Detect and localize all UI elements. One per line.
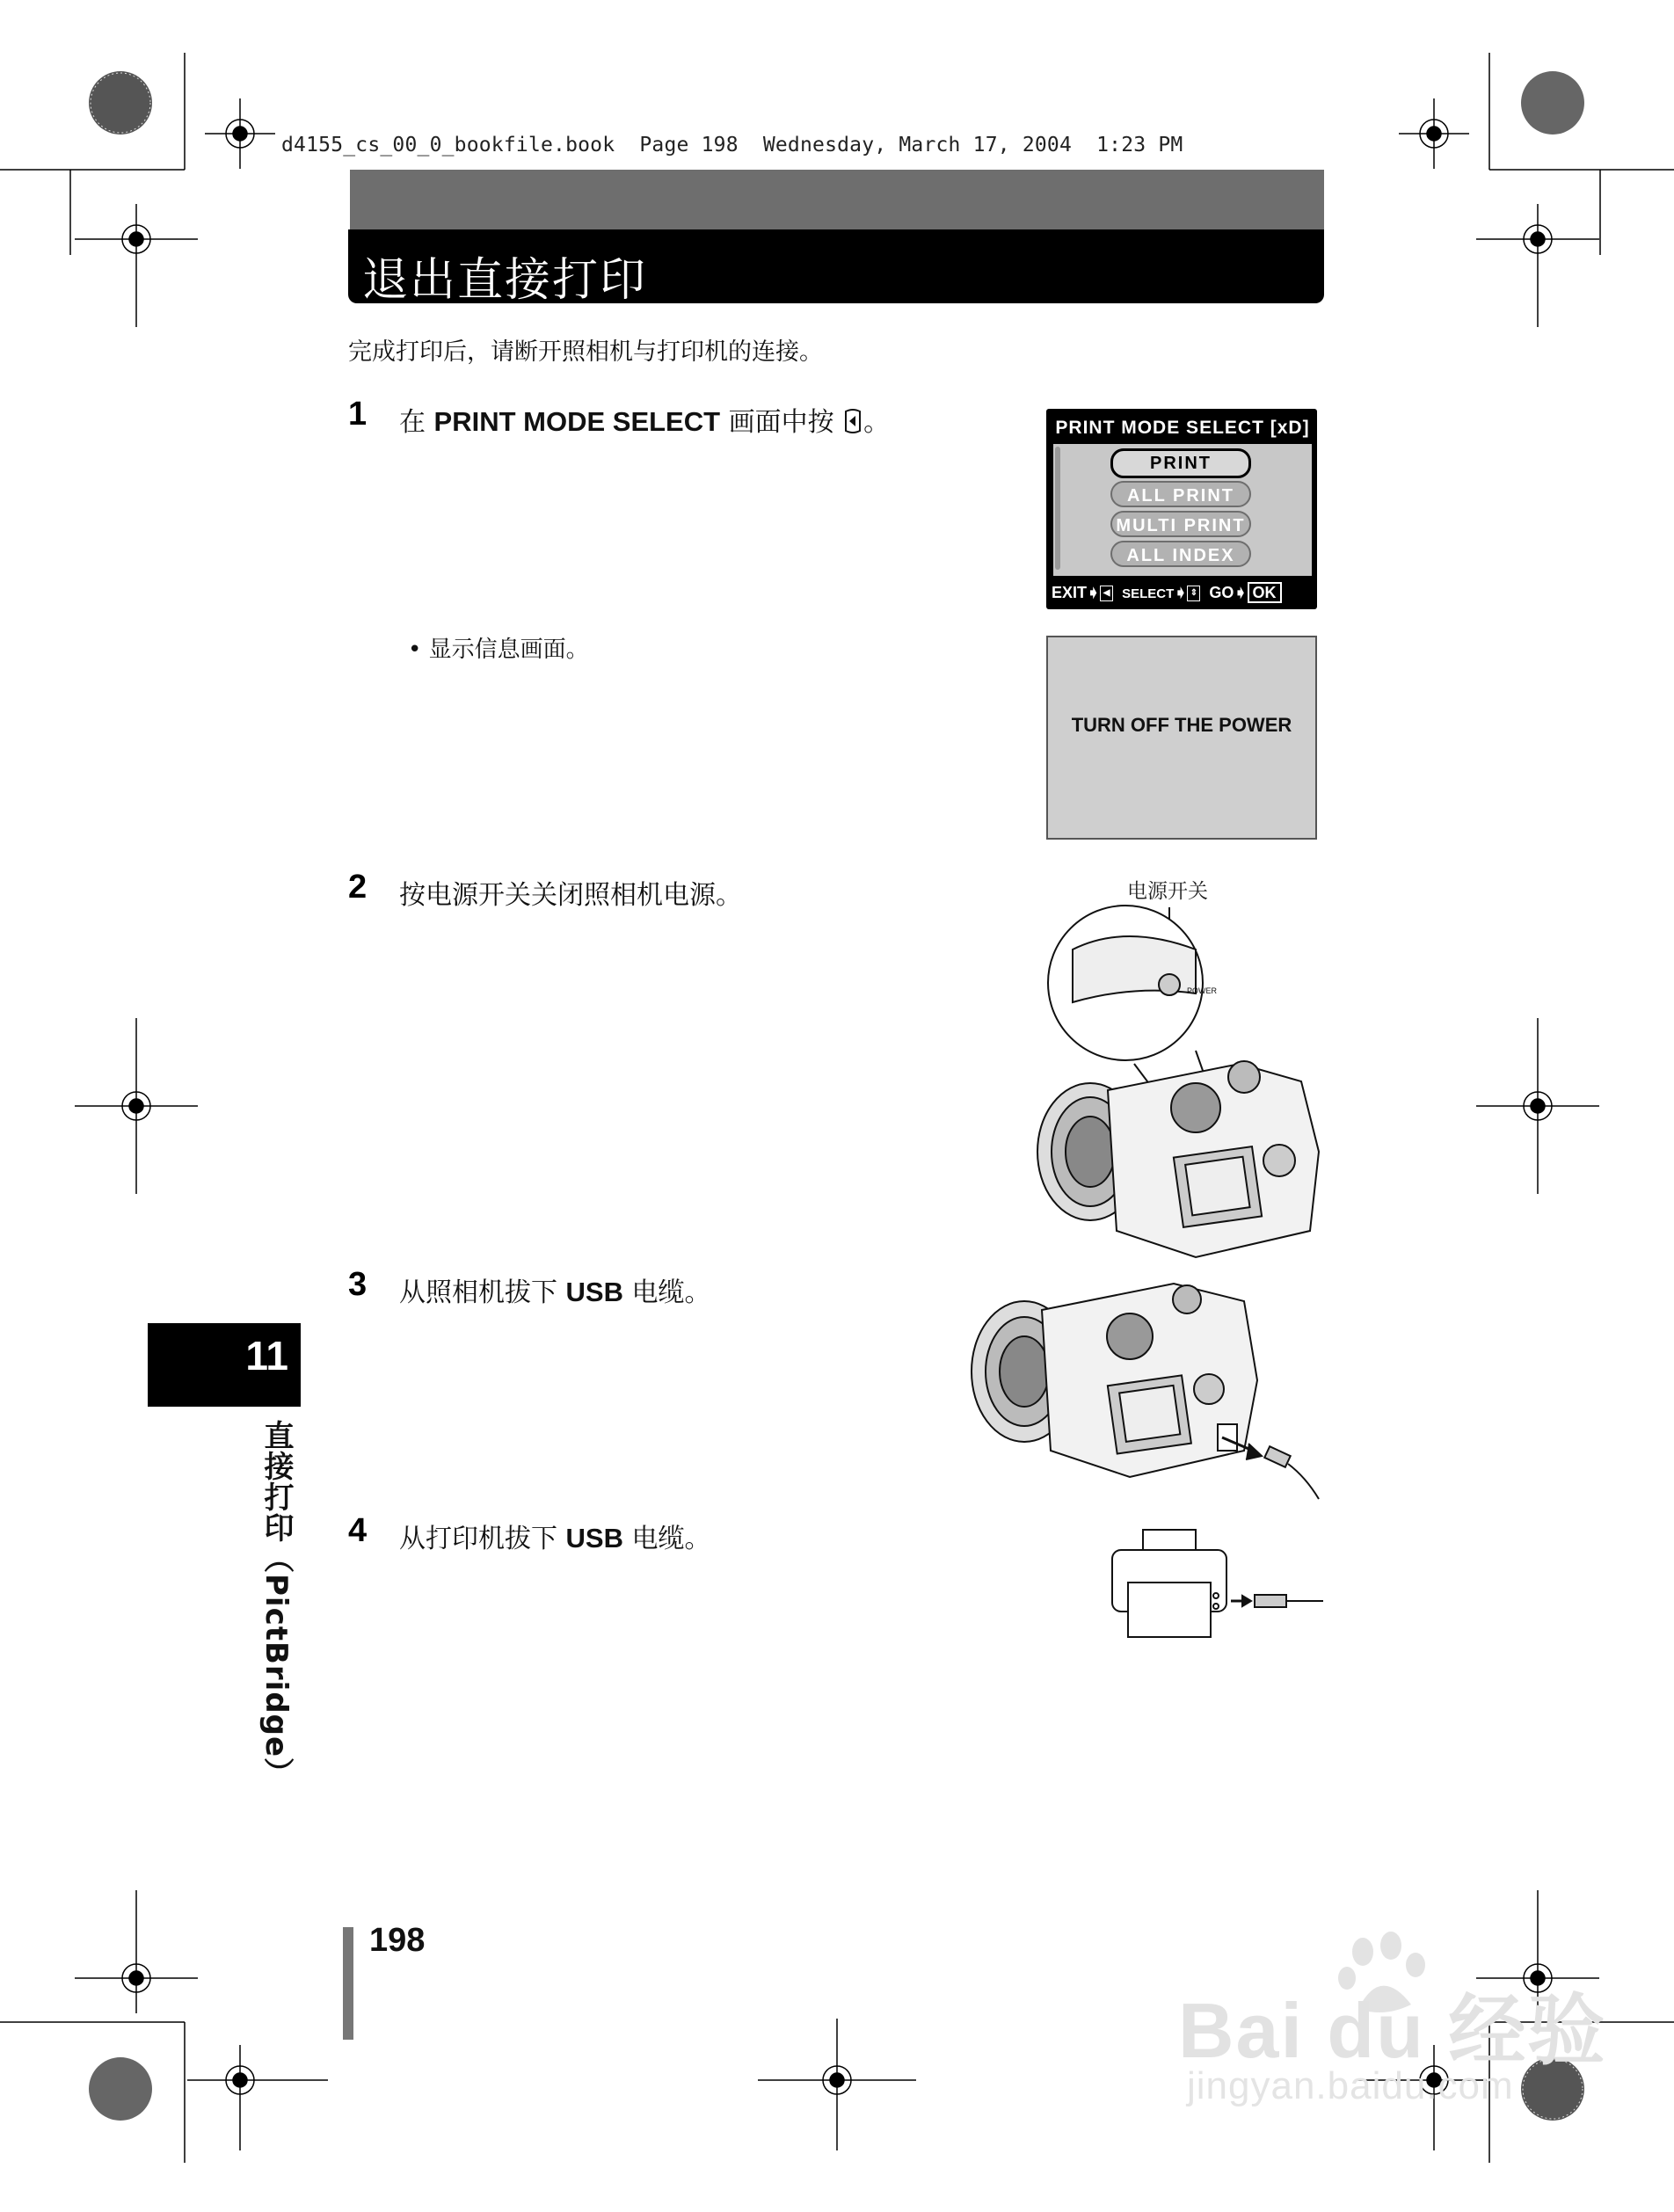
step-1-post: 画面中按 bbox=[720, 407, 843, 438]
step-3-pre: 从照相机拔下 bbox=[399, 1277, 566, 1308]
step-1-number: 1 bbox=[348, 396, 368, 433]
step-3-text bbox=[399, 1270, 711, 1309]
step-1-text bbox=[399, 400, 890, 439]
menu-item-all-print: ALL PRINT bbox=[1110, 481, 1251, 507]
step-4-text bbox=[399, 1517, 711, 1555]
printer-usb-illustration bbox=[1103, 1525, 1328, 1648]
step-2-text: 按电源开关关闭照相机电源。 bbox=[399, 880, 742, 911]
step-1-pre: 在 bbox=[399, 407, 434, 438]
watermark-brand: Bai du 经验 bbox=[1178, 1987, 1607, 2074]
power-switch-caption: 电源开关 bbox=[1127, 880, 1208, 903]
step-2-number: 2 bbox=[348, 869, 368, 906]
page-number: 198 bbox=[369, 1922, 426, 1959]
print-header-line: d4155_cs_00_0_bookfile.book Page 198 Wednesday, March 17, 2004 1:23 PM bbox=[281, 134, 1183, 156]
step-4-pre: 从打印机拔下 bbox=[399, 1524, 566, 1554]
menu-item-all-index: ALL INDEX bbox=[1110, 541, 1251, 567]
screen1-title-text: PRINT MODE SELECT bbox=[1055, 418, 1264, 438]
step-3-number: 3 bbox=[348, 1266, 368, 1303]
screen1-card: [xD] bbox=[1270, 418, 1310, 438]
intro-text: 完成打印后，请断开照相机与打印机的连接。 bbox=[348, 338, 823, 366]
step-4-bold: USB bbox=[565, 1523, 623, 1553]
left-key-icon: ◀ bbox=[1100, 586, 1113, 601]
menu-item-multi-print: MULTI PRINT bbox=[1110, 511, 1251, 537]
bullet-note: • 显示信息画面。 bbox=[408, 637, 589, 663]
screen1-title bbox=[1055, 413, 1310, 443]
camera-power-illustration bbox=[1020, 897, 1336, 1266]
power-label: POWER bbox=[1187, 986, 1218, 995]
camera-usb-illustration bbox=[963, 1275, 1323, 1539]
footer-go: GO bbox=[1209, 584, 1234, 601]
left-arrow-button-icon bbox=[842, 408, 863, 434]
chapter-number: 11 bbox=[245, 1333, 288, 1379]
footer-ok: OK bbox=[1248, 582, 1282, 603]
page-title: 退出直接打印 bbox=[362, 254, 648, 307]
page-number-bar bbox=[343, 1927, 353, 2040]
screen1-footer: EXIT➧ ◀ SELECT➧ ⇕ GO➧ OK bbox=[1052, 579, 1314, 606]
watermark-url: jingyan.baidu.com bbox=[1187, 2064, 1514, 2107]
step-3-bold: USB bbox=[565, 1277, 623, 1307]
updown-key-icon: ⇕ bbox=[1187, 586, 1200, 601]
turn-off-power-screen bbox=[1046, 636, 1317, 840]
step-1-bold: PRINT MODE SELECT bbox=[433, 406, 721, 437]
menu-item-print: PRINT bbox=[1110, 448, 1251, 478]
step-3-post: 电缆。 bbox=[623, 1277, 711, 1308]
step-4-post: 电缆。 bbox=[623, 1524, 711, 1554]
footer-select: SELECT bbox=[1122, 586, 1175, 601]
screen2-message: TURN OFF THE POWER bbox=[1071, 714, 1292, 736]
screen1-scrollbar bbox=[1055, 447, 1060, 570]
footer-exit: EXIT bbox=[1052, 584, 1088, 601]
step-1-tail: 。 bbox=[863, 407, 891, 438]
title-band-top bbox=[350, 170, 1324, 229]
step-4-number: 4 bbox=[348, 1512, 368, 1549]
chapter-label: 直接打印（PictBridge） bbox=[258, 1420, 294, 1789]
